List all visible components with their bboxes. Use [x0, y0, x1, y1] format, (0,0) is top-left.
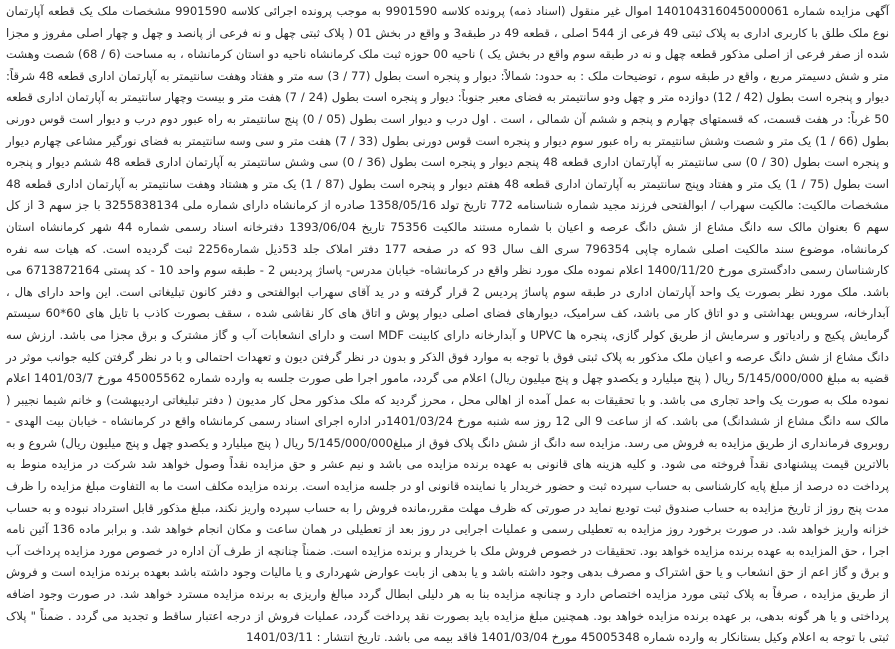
- notice-body-text: آگهی مزایده شماره 140104316045000061 اموال غیر منقول (اسناد ذمه) پرونده کلاسه 9901590 به موجب پرونده اجرائی کلاسه 9901590 مشخصات ملک یک قطعه آپارتمان نوع ملک طلق با کاربری اداری به پلاک ثبتی 49 فرعی از 544 اصلی ، قطعه 49 در طبقه3 و واقع در بخش 01 ( پلاک ثبتی چهل و نه فرعی از پانصد و چهل و چهار اصلی مفروز و مجزا شده از صفر فرعی از اصلی مذکور قطعه چهل و نه در طبقه سوم واقع در بخش یک ) ناحیه 00 حوزه ثبت ملک کرمانشاه ناحیه دو استان کرمانشاه ، به مساحت (6 / 68) شصت وهشت متر و شش دسیمتر مربع ، واقع در طبقه سوم ، توضیحات ملک : به حدود: شمالاً: دیوار و پنجره است بطول (77 / 3) سه متر و هفتاد وهفت سانتیمتر به آپارتمان اداری قطعه 48 شرقاً: دیوار و پنجره است بطول (42 / 12) دوازده متر و چهل ودو سانتیمتر به فضای معبر جنوباً: دیوار و پنجره است بطول (24 / 7) هفت متر و بیست وچهار سانتیمتر به آپارتمان اداری قطعه 50 غرباً: در هفت قسمت، که قسمتهای چهارم و پنجم و ششم آن شمالی ، است . اول درب و دیوار است بطول (05 / 0) پنج سانتیمتر به راه عبور دوم درب و دیوار است قوس دورنی بطول (66 / 1) یک متر و شصت وشش سانتیمتر به راه عبور سوم دیوار و پنجره است قوس دورنی بطول (33 / 7) هفت متر و سی وسه سانتیمتر به فضای نورگیر مشاعی چهارم دیوار و پنجره است بطول (30 / 0) سی سانتیمتر به آپارتمان اداری قطعه 48 پنجم دیوار و پنجره است بطول (36 / 0) سی وشش سانتیمتر به آپارتمان اداری قطعه 48 ششم دیوار و پنجره است بطول (75 / 1) یک متر و هفتاد وپنج سانتیمتر به آپارتمان اداری قطعه 48 هفتم دیوار و پنجره است بطول (87 / 1) یک متر و هشتاد وهفت سانتیمتر به آپارتمان اداری قطعه 48 مشخصات مالکیت: مالکیت سهراب / ابوالفتحی فرزند مجید شماره شناسنامه 772 تاریخ تولد 1358/05/16 صادره از کرمانشاه دارای شماره ملی 3255838134 با جز سهم 3 از کل سهم 6 بعنوان مالک سه دانگ مشاع از شش دانگ عرصه و اعیان با شماره مستند مالکیت 75356 تاریخ 1393/06/04 دفترخانه اسناد رسمی شماره 44 شهر کرمانشاه استان کرمانشاه، موضوع سند مالکیت اصلی شماره چاپی 796354 سری الف سال 93 که در صفحه 177 دفتر املاک جلد 53ذیل شماره2256 ثبت گردیده است. که هیات سه نفره کارشناسان رسمی دادگستری مورخ 1400/11/20 اعلام نموده ملک مورد نظر واقع در کرمانشاه- خیابان مدرس- پاساژ پردیس 2 - طبقه سوم واحد 10 - کد پستی 6713872164 می باشد. ملک مورد نظر بصورت یک واحد آپارتمان اداری در طبقه سوم پاساژ پردیس 2 قرار گرفته و در ید آقای سهراب ابوالفتحی و دفتر کانون تبلیغاتی است. این واحد دارای هال ، آبدارخانه، سرویس بهداشتی و دو اتاق کار می باشد، کف سرامیک، دیوارهای فضای اصلی دیوار پوش و اتاق های کار نقاشی شده ، سقف بصورت کاذب با تایل های 60*60 سیستم گرمایش پکیج و رادیاتور و سرمایش از طریق کولر گازی، پنجره ها UPVC و آبدارخانه دارای کابینت MDF است و دارای انشعابات آب و گاز مشترک و برق مجزا می باشد. ارزش سه دانگ مشاع از شش دانگ عرصه و اعیان ملک مذکور به پلاک ثبتی فوق با توجه به موارد فوق الذکر و بدون در نظر گرفتن دیون و تعهدات احتمالی و با در نظر گرفتن کلیه جوانب موثر در قضیه به مبلغ 5/145/000/000 ریال ( پنج میلیارد و یکصدو چهل و پنج میلیون ریال) اعلام می گردد، مامور اجرا طی صورت جلسه به وارده شماره 45005562 مورخ 1401/03/7 اعلام نموده ملک به صورت یک واحد تجاری می باشد. و با تحقیقات به عمل آمده از اهالی محل ، محرز گردید که ملک مذکور محل کار مدیون ( دفتر تبلیغاتی اردیبهشت) و خانم شیما نجیبر ( مالک سه دانگ مشاع از ششدانگ) می باشد. که از ساعت 9 الی 12 روز سه شنبه مورخ 1401/03/24در اداره اجرای اسناد رسمی کرمانشاه واقع در کرمانشاه - خیابان بیت الهدی - روبروی فرمانداری از طریق مزایده به فروش می رسد. مزایده سه دانگ از شش دانگ پلاک فوق از مبلغ5/145/000/000 ریال ( پنج میلیارد و یکصدو چهل و پنج میلیون ریال) شروع و به بالاترین قیمت پیشنهادی نقداً فروخته می شود. و کلیه هزینه های قانونی به عهده برنده مزایده می باشد و نیم عشر و حق مزایده نقداً وصول خواهد شد شرکت در مزایده منوط به پرداخت ده درصد از مبلغ پایه کارشناسی به حساب سپرده ثبت و حضور خریدار یا نماینده قانونی او در جلسه مزایده است. برنده مزایده مکلف است ما به التفاوت مبلغ مزایده را ظرف مدت پنج روز از تاریخ مزایده به حساب صندوق ثبت تودیع نماید در صورتی که ظرف مهلت مقرر،مانده فروش را به حساب سپرده واریز نکند، مبلغ مذکور قابل استرداد نبوده و به حساب خزانه واریز خواهد شد. در صورت برخورد روز مزایده به تعطیلی رسمی و عملیات اجرایی در روز بعد از تعطیلی در همان ساعت و مکان انجام خواهد شد. و برابر ماده 136 آئین نامه اجرا ، حق المزایده به عهده برنده مزایده خواهد بود. تحقیقات در خصوص فروش ملک با خریدار و برنده مزایده است. ضمناً چنانچه از طرف آن اداره در خصوص مورد مزایده پرداخت آب و برق و گاز اعم از حق انشعاب و یا حق اشتراک و مصرف بدهی وجود داشته باشد و یا بدهی از بابت عوارض شهرداری و یا مالیات وجود داشته باشد بعهده برنده مزایده است و فروش از طریق مزایده ، صرفاً به پلاک ثبتی مورد مزایده اختصاص دارد و چنانچه مزایده بنا به هر دلیلی ابطال گردد مبالغ واریزی به برنده مزایده مسترد خواهد شد. در صورت وجود اضافه پرداختی و یا هر گونه بدهی، بر عهده برنده مزایده خواهد بود. همچنین مبلغ مزایده باید بصورت نقد پرداخت گردد، عملیات فروش از درجه اعتبار ساقط و تجدید می گردد . ضمناً " پلاک ثبتی با توجه به اعلام وکیل بستانکار به وارده شماره 45005348 مورخ 1401/03/04 فاقد بیمه می باشد. تاریخ انتشار : 1401/03/11: [6, 4, 890, 645]
